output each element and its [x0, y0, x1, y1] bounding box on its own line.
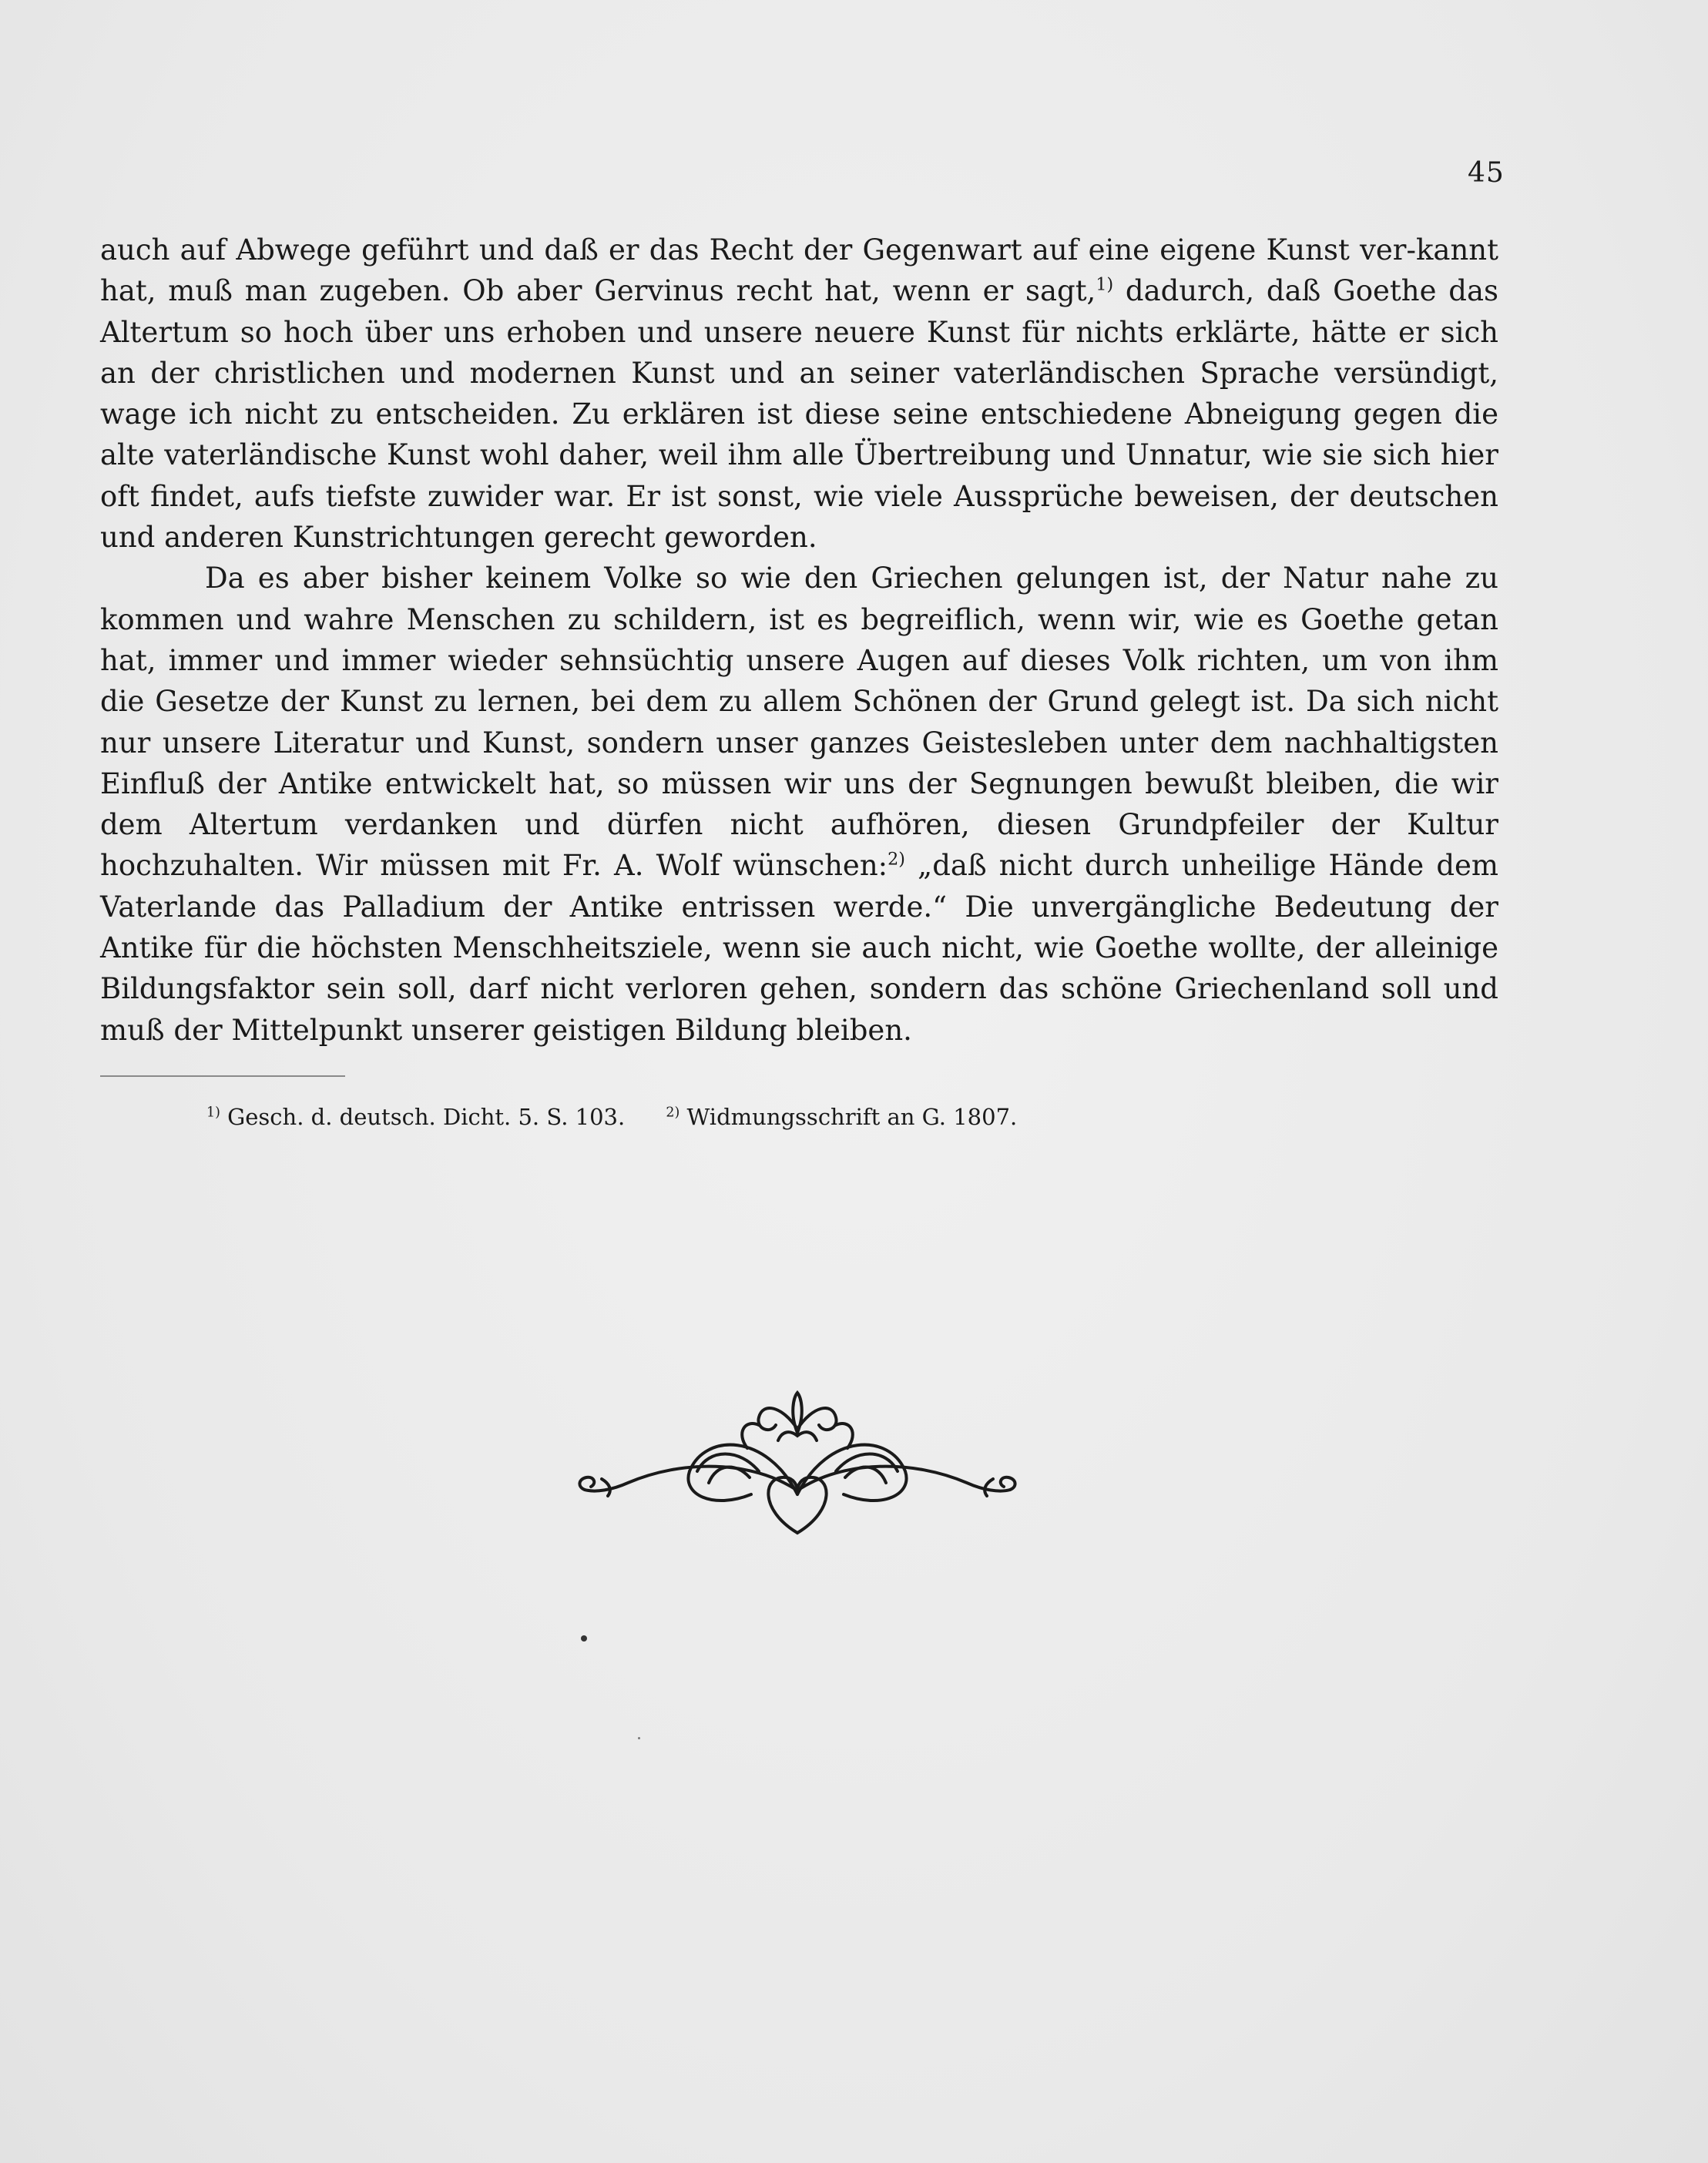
footnote-1	[206, 1104, 625, 1130]
footnote-2-text: Widmungsschrift an G. 1807.	[686, 1104, 1018, 1130]
body-text	[100, 230, 1498, 1051]
paragraph-1-part-b: dadurch, daß Goethe das Altertum so hoch über uns erhoben und unsere neuere Kunst für nichts erklärte, hätte er sich an der christlichen und modernen Kunst und an seiner vaterländischen Sprache versündigt, wage ich nicht zu entscheiden. Zu erklären ist diese seine entschiedene Abneigung gegen die alte vaterländische Kunst wohl daher, weil ihm alle Übertreibung und Unnatur, wie sie sich hier oft findet, aufs tiefste zuwider war. Er ist sonst, wie viele Aussprüche beweisen, der deutschen und anderen Kunstrichtungen gerecht geworden.	[100, 274, 1498, 555]
ink-speck-small	[638, 1737, 640, 1739]
footnote-2-marker: 2)	[666, 1105, 680, 1121]
footnote-separator	[100, 1075, 345, 1077]
footnote-1-text: Gesch. d. deutsch. Dicht. 5. S. 103.	[227, 1104, 626, 1130]
paragraph-1-part-a: auch auf Abwege geführt und daß er das Recht der Gegenwart auf eine eigene Kunst ver-kannt hat, muß man zugeben. Ob aber Gervinus recht hat, wenn er sagt,	[100, 233, 1498, 308]
paragraph-2	[100, 558, 1498, 1051]
paragraph-2-part-a: Da es aber bisher keinem Volke so wie den Griechen gelungen ist, der Natur nahe zu kommen und wahre Menschen zu schildern, ist es begreiflich, wenn wir, wie es Goethe getan hat, immer und immer wieder sehnsüchtig unsere Augen auf dieses Volk richten, um von ihm die Gesetze der Kunst zu lernen, bei dem zu allem Schönen der Grund gelegt ist. Da sich nicht nur unsere Literatur und Kunst, sondern unser ganzes Geistesleben unter dem nachhaltigsten Einfluß der Antike entwickelt hat, so müssen wir uns der Segnungen bewußt bleiben, die wir dem Altertum verdanken und dürfen nicht aufhören, diesen Grundpfeiler der Kultur hochzuhalten. Wir müssen mit Fr. A. Wolf wünschen:	[100, 562, 1498, 883]
paragraph-1	[100, 230, 1498, 558]
paragraph-2-part-b: „daß nicht durch unheilige Hände dem Vaterlande das Palladium der Antike entrissen werde.“ Die unvergängliche Bedeutung der Antike für die höchsten Menschheitsziele, wenn sie auch nicht, wie Goethe wollte, der alleinige Bildungsfaktor sein soll, darf nicht verloren gehen, sondern das schöne Griechenland soll und muß der Mittelpunkt unserer geistigen Bildung bleiben.	[100, 849, 1498, 1047]
footnote-ref-1: 1)	[1096, 274, 1114, 295]
footnote-1-marker: 1)	[206, 1105, 220, 1121]
ink-speck	[581, 1635, 587, 1642]
page-number: 45	[1468, 157, 1505, 189]
footnote-2	[666, 1104, 1017, 1130]
footnote-ref-2: 2)	[888, 850, 905, 870]
footnotes	[206, 1102, 1051, 1132]
ornament-icon	[574, 1387, 1021, 1541]
